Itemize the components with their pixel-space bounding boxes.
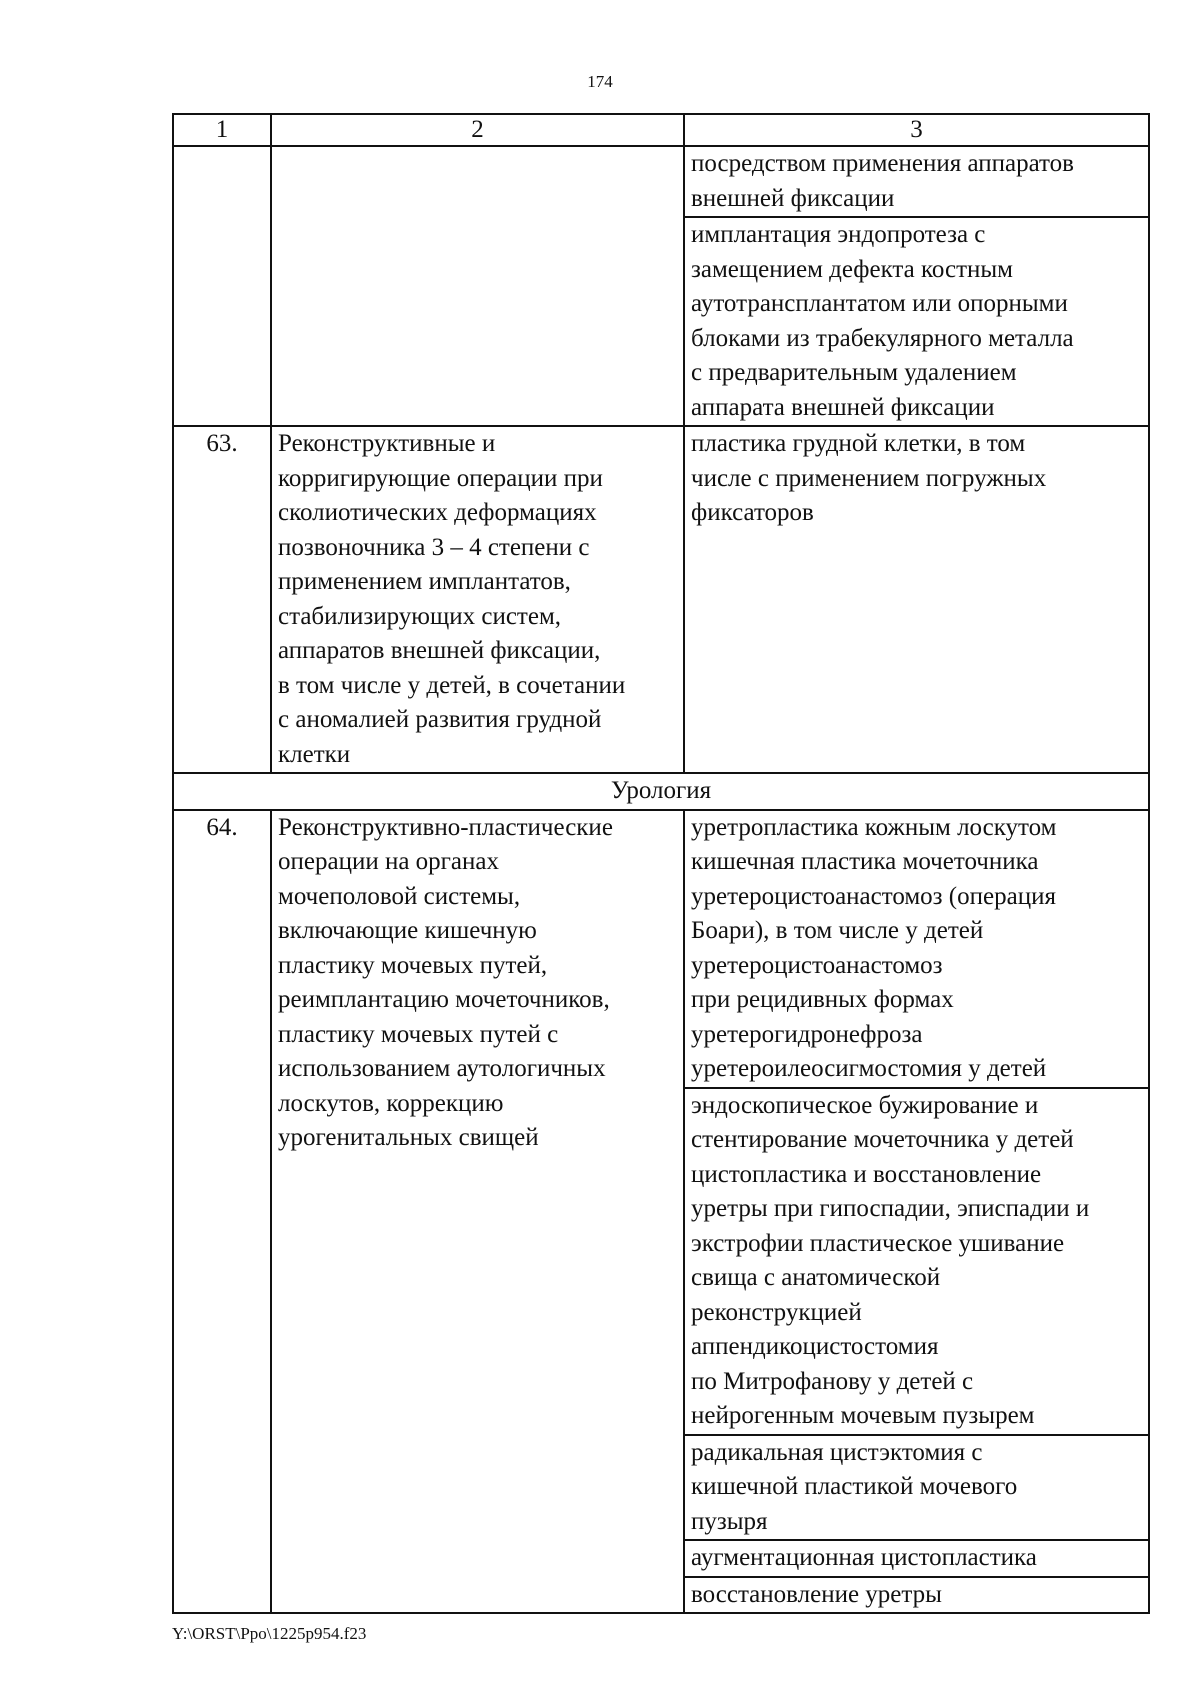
row-number-cell: 64. — [173, 810, 271, 1614]
method-cell: радикальная цистэктомия с кишечной пластикой мочевого пузыря — [684, 1435, 1149, 1541]
table-row — [173, 426, 1149, 773]
row-description-cell: Реконструктивно-пластические операции на органах мочеполовой системы, включающие кишечную пластику мочевых путей, реимплантацию мочеточников, пластику мочевых путей с использованием аутологичных лоскутов, коррекцию урогенитальных свищей — [271, 810, 684, 1614]
method-cell: пластика грудной клетки, в том числе с применением погружных фиксаторов — [684, 426, 1149, 773]
procedures-table — [172, 113, 1150, 1614]
section-title: Урология — [173, 773, 1149, 810]
header-col-3: 3 — [684, 114, 1149, 146]
table-row — [173, 810, 1149, 1088]
footer-file-path: Y:\ORST\Ppo\1225p954.f23 — [172, 1624, 367, 1643]
header-col-2: 2 — [271, 114, 684, 146]
header-col-1: 1 — [173, 114, 271, 146]
row-number-cell: 63. — [173, 426, 271, 773]
row-number-cell — [173, 146, 271, 426]
method-cell: восстановление уретры — [684, 1577, 1149, 1614]
row-description-cell: Реконструктивные и корригирующие операции при сколиотических деформациях позвоночника 3 – 4 степени с применением имплантатов, стабилизирующих систем, аппаратов внешней фиксации, в том числе у детей, в сочетании с аномалией развития грудной клетки — [271, 426, 684, 773]
method-cell: уретропластика кожным лоскутом кишечная пластика мочеточника уретероцистоанастомоз (операция Боари), в том числе у детей уретероцистоанастомоз при рецидивных формах уретерогидронефроза уретероилеосигмостомия у детей — [684, 810, 1149, 1088]
method-cell: аугментационная цистопластика — [684, 1540, 1149, 1577]
method-cell: посредством применения аппаратов внешней фиксации — [684, 146, 1149, 217]
table-row — [173, 146, 1149, 217]
method-cell: эндоскопическое бужирование и стентирование мочеточника у детей цистопластика и восстановление уретры при гипоспадии, эписпадии и экстрофии пластическое ушивание свища с анатомической реконструкцией аппендикоцистостомия по Митрофанову у детей с нейрогенным мочевым пузырем — [684, 1088, 1149, 1435]
table-header-row — [173, 114, 1149, 146]
row-description-cell — [271, 146, 684, 426]
method-cell: имплантация эндопротеза с замещением дефекта костным аутотрансплантатом или опорными блоками из трабекулярного металла с предварительным удалением аппарата внешней фиксации — [684, 217, 1149, 426]
section-row — [173, 773, 1149, 810]
page-number: 174 — [587, 72, 613, 91]
